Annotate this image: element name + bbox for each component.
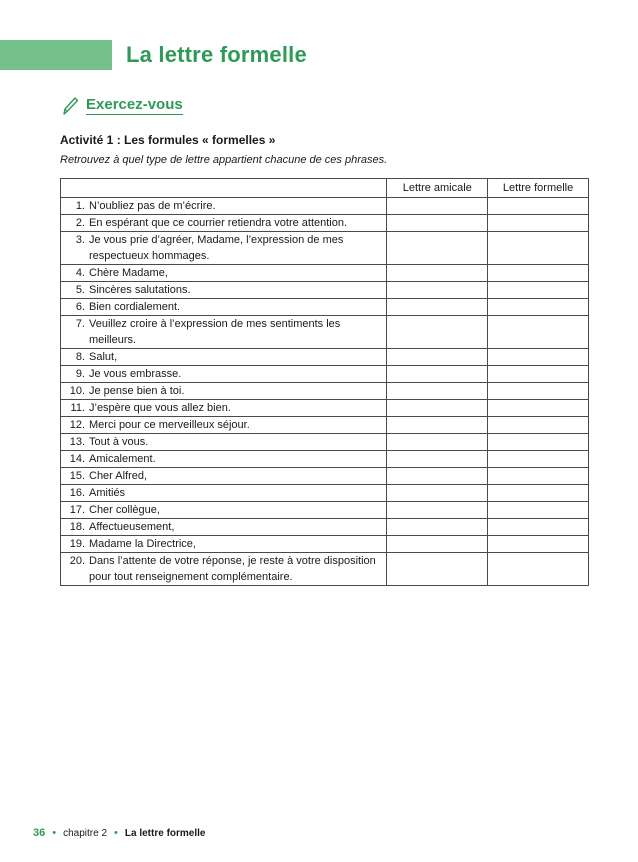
answer-cell-lettre-formelle[interactable] [488,536,589,553]
exercise-heading: Exercez-vous [86,96,183,113]
phrase-text: Cher collègue, [89,504,160,516]
table-row [61,316,589,349]
phrase-number: 3. [75,234,85,246]
phrase-text: Salut, [89,351,118,363]
phrase-text: Dans l’attente de votre réponse, je reste à votre disposition pour tout renseignement complémentaire. [89,555,376,583]
phrase-cell [61,215,387,232]
phrase-text: Merci pour ce merveilleux séjour. [89,419,250,431]
phrase-text: Amicalement. [89,453,156,465]
phrase-number: 8. [75,351,85,363]
phrase-text: Affectueusement, [89,521,175,533]
answer-cell-lettre-formelle[interactable] [488,366,589,383]
exercise-table [60,178,589,586]
table-row [61,434,589,451]
column-header-lettre-amicale: Lettre amicale [387,179,488,198]
answer-cell-lettre-amicale[interactable] [387,282,488,299]
answer-cell-lettre-amicale[interactable] [387,536,488,553]
phrase-number: 6. [75,301,85,313]
phrase-text: Chère Madame, [89,267,168,279]
phrase-text: N’oubliez pas de m’écrire. [89,200,216,212]
phrase-number: 5. [75,284,85,296]
answer-cell-lettre-amicale[interactable] [387,383,488,400]
phrase-text: Bien cordialement. [89,301,181,313]
answer-cell-lettre-formelle[interactable] [488,383,589,400]
phrase-number: 15. [69,470,85,482]
answer-cell-lettre-amicale[interactable] [387,232,488,265]
answer-cell-lettre-formelle[interactable] [488,485,589,502]
table-row [61,519,589,536]
table-row [61,232,589,265]
phrase-cell [61,383,387,400]
answer-cell-lettre-formelle[interactable] [488,316,589,349]
table-row [61,553,589,586]
phrase-number: 2. [75,217,85,229]
activity-title: Activité 1 : Les formules « formelles » [60,133,276,147]
table-row [61,485,589,502]
phrase-text: Veuillez croire à l’expression de mes sentiments les meilleurs. [89,318,341,346]
answer-cell-lettre-amicale[interactable] [387,485,488,502]
phrase-cell [61,502,387,519]
answer-cell-lettre-amicale[interactable] [387,553,488,586]
phrase-cell [61,316,387,349]
answer-cell-lettre-amicale[interactable] [387,451,488,468]
answer-cell-lettre-amicale[interactable] [387,265,488,282]
phrase-text: Je vous prie d’agréer, Madame, l’expression de mes respectueux hommages. [89,234,344,262]
table-row [61,366,589,383]
table-row [61,383,589,400]
answer-cell-lettre-formelle[interactable] [488,451,589,468]
phrase-cell [61,519,387,536]
phrase-cell [61,468,387,485]
phrase-cell [61,400,387,417]
phrase-cell [61,485,387,502]
answer-cell-lettre-formelle[interactable] [488,400,589,417]
table-body [61,198,589,586]
footer-bullet: • [52,827,57,839]
answer-cell-lettre-amicale[interactable] [387,366,488,383]
phrase-number: 20. [69,555,85,567]
footer-chapter-title: La lettre formelle [124,827,206,839]
phrase-text: Je vous embrasse. [89,368,182,380]
pencil-icon [60,96,80,116]
phrase-cell [61,366,387,383]
answer-cell-lettre-formelle[interactable] [488,215,589,232]
table-row [61,536,589,553]
table-row [61,299,589,316]
answer-cell-lettre-amicale[interactable] [387,468,488,485]
phrase-cell [61,434,387,451]
exercise-header [60,96,183,116]
answer-cell-lettre-amicale[interactable] [387,417,488,434]
table-row [61,502,589,519]
table-row [61,198,589,215]
answer-cell-lettre-formelle[interactable] [488,282,589,299]
activity-instructions: Retrouvez à quel type de lettre appartient chacune de ces phrases. [60,154,388,166]
phrase-number: 16. [69,487,85,499]
table-row [61,451,589,468]
footer-chapter: chapitre 2 [63,827,108,839]
footer-bullet: • [114,827,118,839]
answer-cell-lettre-amicale[interactable] [387,215,488,232]
phrase-text: Je pense bien à toi. [89,385,185,397]
answer-cell-lettre-formelle[interactable] [488,502,589,519]
answer-cell-lettre-formelle[interactable] [488,519,589,536]
phrase-text: Amitiés [89,487,126,499]
phrase-number: 9. [75,368,85,380]
phrase-number: 4. [75,267,85,279]
phrase-number: 17. [69,504,85,516]
header-color-band [0,40,112,70]
table-row [61,400,589,417]
table-header-row [61,179,589,198]
answer-cell-lettre-amicale[interactable] [387,316,488,349]
phrase-cell [61,536,387,553]
phrase-cell [61,417,387,434]
phrase-text: Cher Alfred, [89,470,148,482]
answer-cell-lettre-formelle[interactable] [488,417,589,434]
phrase-number: 1. [75,200,85,212]
answer-cell-lettre-amicale[interactable] [387,299,488,316]
phrase-text: Sincères salutations. [89,284,191,296]
phrase-cell [61,265,387,282]
table-corner-cell [61,179,387,198]
phrase-text: J’espère que vous allez bien. [89,402,231,414]
answer-cell-lettre-formelle[interactable] [488,553,589,586]
phrase-cell [61,349,387,366]
phrase-cell [61,553,387,586]
table-row [61,417,589,434]
answer-cell-lettre-formelle[interactable] [488,468,589,485]
phrase-cell [61,299,387,316]
answer-cell-lettre-amicale[interactable] [387,519,488,536]
phrase-number: 18. [69,521,85,533]
answer-cell-lettre-formelle[interactable] [488,349,589,366]
answer-cell-lettre-formelle[interactable] [488,265,589,282]
phrase-number: 12. [69,419,85,431]
table-row [61,349,589,366]
answer-cell-lettre-formelle[interactable] [488,434,589,451]
answer-cell-lettre-formelle[interactable] [488,299,589,316]
phrase-cell [61,282,387,299]
phrase-text: Madame la Directrice, [89,538,196,550]
table-row [61,215,589,232]
page-title: La lettre formelle [126,42,307,67]
phrase-text: Tout à vous. [89,436,149,448]
phrase-cell [61,232,387,265]
phrase-cell [61,198,387,215]
answer-cell-lettre-amicale[interactable] [387,434,488,451]
answer-cell-lettre-formelle[interactable] [488,198,589,215]
table-row [61,265,589,282]
page-number: 36 [33,827,46,839]
phrase-text: En espérant que ce courrier retiendra votre attention. [89,217,348,229]
phrase-number: 11. [70,402,85,414]
answer-cell-lettre-formelle[interactable] [488,232,589,265]
answer-cell-lettre-amicale[interactable] [387,198,488,215]
phrase-number: 19. [69,538,85,550]
answer-cell-lettre-amicale[interactable] [387,349,488,366]
page-footer [33,827,205,839]
phrase-cell [61,451,387,468]
phrase-number: 14. [69,453,85,465]
answer-cell-lettre-amicale[interactable] [387,400,488,417]
phrase-number: 13. [69,436,85,448]
column-header-lettre-formelle: Lettre formelle [488,179,589,198]
table-row [61,282,589,299]
phrase-number: 7. [75,318,85,330]
answer-cell-lettre-amicale[interactable] [387,502,488,519]
phrase-number: 10. [69,385,85,397]
table-row [61,468,589,485]
